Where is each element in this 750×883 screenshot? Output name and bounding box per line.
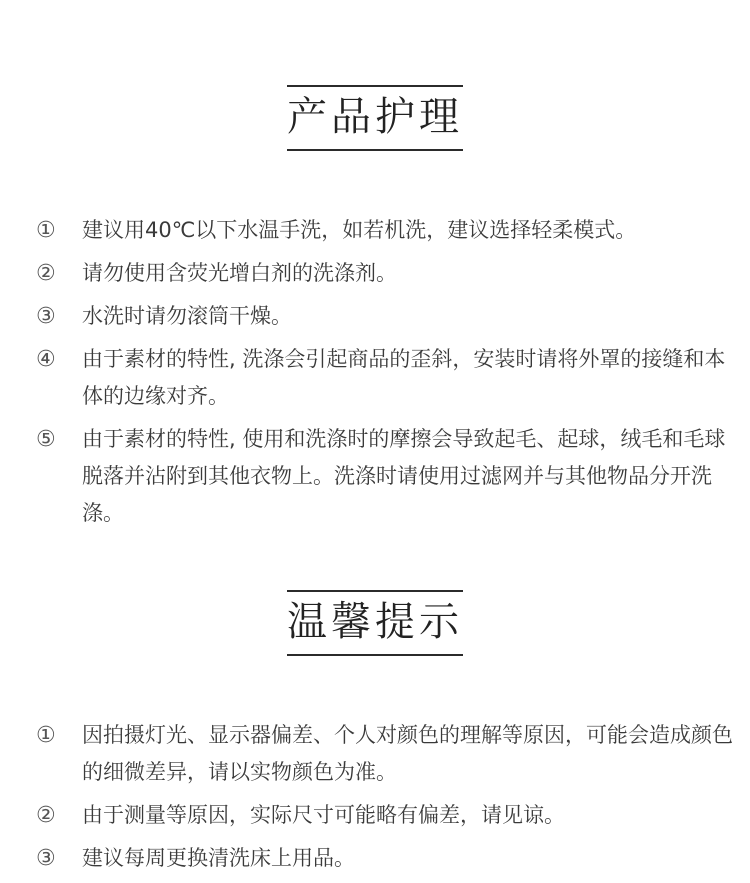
tips-item-3 <box>0 840 750 877</box>
care-item-text: 请勿使用含荧光增白剂的洗涤剂。 <box>82 260 397 285</box>
warm-tips-list <box>0 717 750 877</box>
care-item-3 <box>0 298 750 335</box>
care-item-text: 由于素材的特性, 使用和洗涤时的摩擦会导致起毛、起球，绒毛和毛球脱落并沾附到其他衣物上。洗涤时请使用过滤网并与其他物品分开洗涤。 <box>82 426 726 525</box>
care-item-number: ⑤ <box>36 426 56 452</box>
tips-item-number: ③ <box>36 845 56 871</box>
care-item-2 <box>0 255 750 292</box>
warm-tips-title-wrap <box>0 563 750 683</box>
warm-tips-title: 温馨提示 <box>287 590 463 656</box>
tips-item-2 <box>0 797 750 834</box>
tips-item-1 <box>0 717 750 791</box>
care-item-number: ④ <box>36 346 56 372</box>
product-care-list <box>0 212 750 532</box>
care-item-text: 水洗时请勿滚筒干燥。 <box>82 303 292 328</box>
care-item-number: ③ <box>36 303 56 329</box>
care-item-5 <box>0 421 750 532</box>
tips-item-number: ② <box>36 802 56 828</box>
care-item-number: ② <box>36 260 56 286</box>
care-item-1 <box>0 212 750 249</box>
tips-item-text: 由于测量等原因，实际尺寸可能略有偏差，请见谅。 <box>82 802 565 827</box>
care-item-text: 建议用40℃以下水温手洗，如若机洗，建议选择轻柔模式。 <box>82 217 637 242</box>
product-care-title: 产品护理 <box>287 85 463 151</box>
product-care-section <box>0 58 750 538</box>
product-care-title-wrap <box>0 58 750 178</box>
care-item-4 <box>0 341 750 415</box>
care-item-number: ① <box>36 217 56 243</box>
warm-tips-section <box>0 563 750 883</box>
tips-item-text: 因拍摄灯光、显示器偏差、个人对颜色的理解等原因，可能会造成颜色的细微差异，请以实物颜色为准。 <box>82 722 733 784</box>
tips-item-number: ① <box>36 722 56 748</box>
care-item-text: 由于素材的特性, 洗涤会引起商品的歪斜，安装时请将外罩的接缝和本体的边缘对齐。 <box>82 346 726 408</box>
tips-item-text: 建议每周更换清洗床上用品。 <box>82 845 355 870</box>
